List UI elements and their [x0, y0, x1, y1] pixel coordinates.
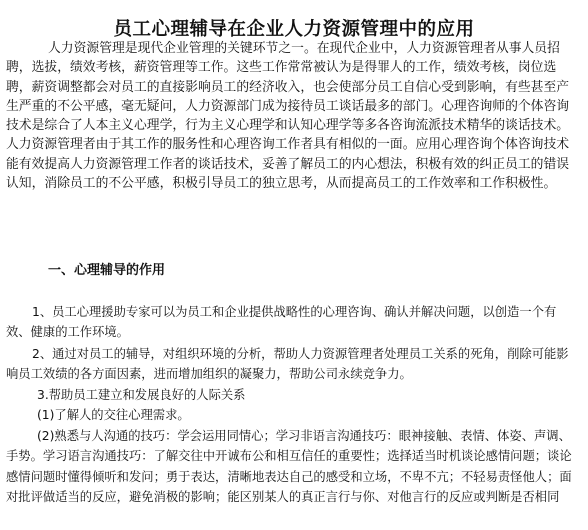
paragraph-3: 3.帮助员工建立和发展良好的人际关系 [37, 388, 246, 402]
paragraph-1: 1、员工心理援助专家可以为员工和企业提供战略性的心理咨询、确认并解决问题，以创造一个有效、健康的工作环境。 [6, 305, 557, 340]
paragraph-5: (2)熟悉与人沟通的技巧：学会运用同情心；学习非语言沟通技巧：眼神接触、表情、体姿、声调、手势。学习语言沟通技巧：了解交往中开诚布公和相互信任的重要性；选择适当时机谈论感情问题；谈论感情问题时懂得倾听和发问；勇于表达，清晰地表达自己的感受和立场，不卑不亢；不轻易责怪他人；面对批评做适当的反应，避免消极的影响；能区别某人的真正言行与你、对他言行的反应或判断是否相同 [6, 429, 572, 505]
paragraph-2: 2、通过对员工的辅导，对组织环境的分析，帮助人力资源管理者处理员工关系的死角，削除可能影响员工效绩的各方面因素，进而增加组织的凝聚力，帮助公司永续竞争力。 [6, 347, 569, 382]
paragraph-4: (1)了解人的交往心理需求。 [37, 408, 190, 422]
intro-paragraph: 人力资源管理是现代企业管理的关键环节之一。在现代企业中，人力资源管理者从事人员招聘，选拔，绩效考核，薪资管理等工作。这些工作常常被认为是得罪人的工作，绩效考核，岗位选聘，薪资调整都会对员工的直接影响员工的经济收入，也会使部分员工自信心受到影响，有些甚至产生严重的不公平感，毫无疑问，人力资源部门成为接待员工谈话最多的部门。心理咨询师的个体咨询技术是综合了人本主义心理学，行为主义心理学和认知心理学等多各咨询流派技术精华的谈话技术。人力资源管理者由于其工作的服务性和心理咨询工作者具有相似的一面。应用心理咨询个体咨询技术能有效提高人力资源管理工作者的谈话技术，妥善了解员工的内心想法，积极有效的纠正员工的错误认知，消除员工的不公平感，积极引导员工的独立思考，从而提高员工的工作效率和工作积极性。 [6, 41, 570, 192]
document-title: 员工心理辅导在企业人力资源管理中的应用 [113, 19, 475, 41]
section-heading: 一、心理辅导的作用 [48, 263, 166, 278]
